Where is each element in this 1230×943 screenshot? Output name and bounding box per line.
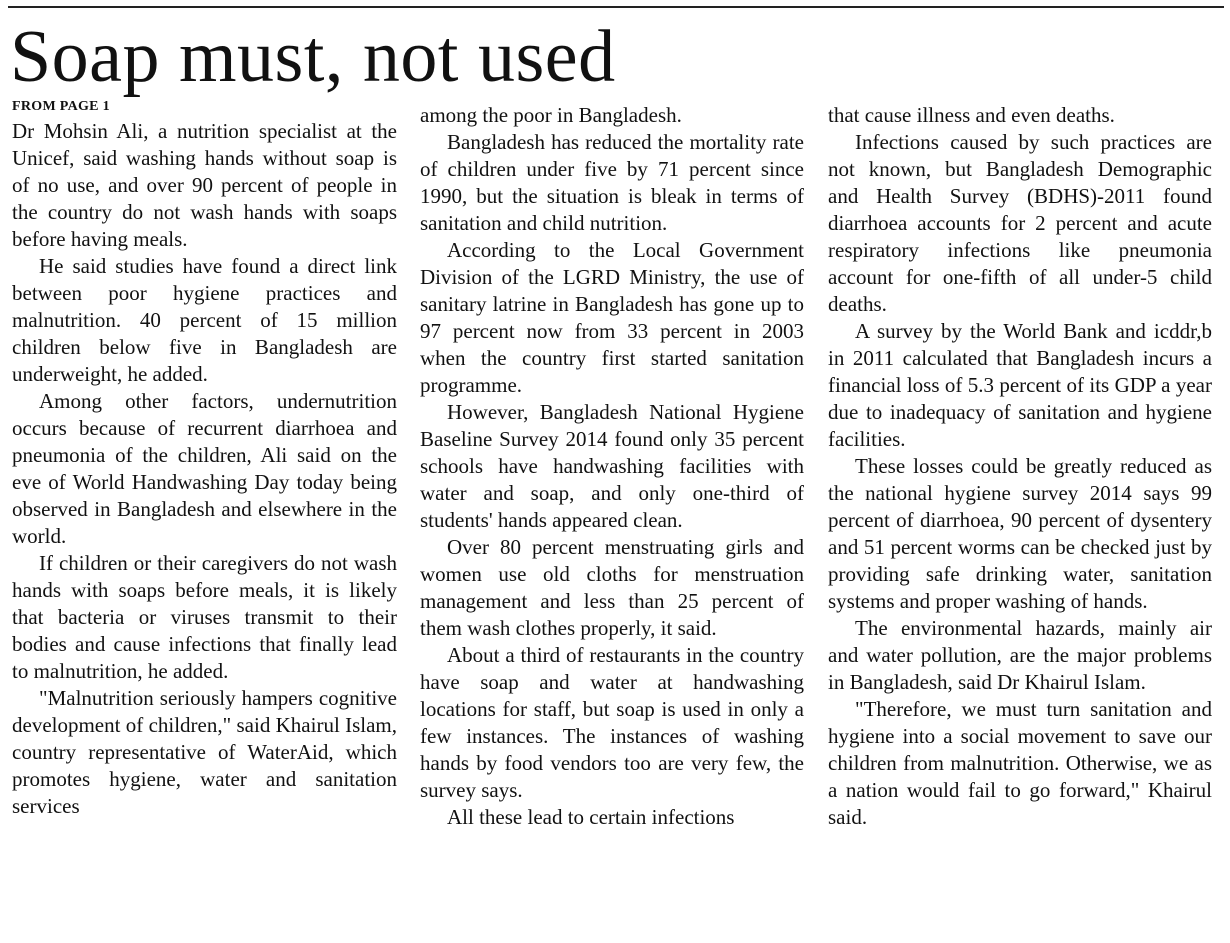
paragraph: The environmental hazards, mainly air and water pollution, are the major problems in Bangladesh, said Dr Khairul Islam.	[828, 616, 1212, 694]
paragraph: All these lead to certain infections	[447, 805, 735, 829]
dateline: FROM PAGE 1	[12, 99, 110, 114]
paragraph: "Malnutrition seriously hampers cognitive development of children," said Khairul Islam, country representative of WaterAid, which promotes hygiene, water and sanitation services	[12, 686, 397, 818]
paragraph: A survey by the World Bank and icddr,b in 2011 calculated that Bangladesh incurs a financial loss of 5.3 percent of its GDP a year due to inadequacy of sanitation and hygiene facilities.	[828, 319, 1212, 451]
paragraph: "Therefore, we must turn sanitation and hygiene into a social movement to save our children from malnutrition. Otherwise, we as a nation would fail to go forward," Khairul said.	[828, 697, 1212, 829]
paragraph: Among other factors, undernutrition occurs because of recurrent diarrhoea and pneumonia of the children, Ali said on the eve of World Handwashing Day today being observed in Bangladesh and elsewhere in the world.	[12, 389, 397, 548]
paragraph: among the poor in Bangladesh.	[420, 103, 682, 127]
paragraph: About a third of restaurants in the country have soap and water at handwashing locations for staff, but soap is used in only a few instances. The instances of washing hands by food vendors too are very few, the survey says.	[420, 643, 804, 802]
paragraph: However, Bangladesh National Hygiene Baseline Survey 2014 found only 35 percent schools have handwashing facilities with water and soap, and only one-third of students' hands appeared clean.	[420, 400, 804, 532]
paragraph: Bangladesh has reduced the mortality rate of children under five by 71 percent since 1990, but the situation is bleak in terms of sanitation and child nutrition.	[420, 130, 804, 235]
paragraph: Dr Mohsin Ali, a nutrition specialist at the Unicef, said washing hands without soap is of no use, and over 90 percent of people in the country do not wash hands with soaps before having meals.	[12, 119, 397, 251]
column-1	[12, 98, 397, 820]
column-3	[828, 98, 1212, 831]
paragraph: If children or their caregivers do not wash hands with soaps before meals, it is likely that bacteria or viruses transmit to their bodies and cause infections that finally lead to malnutrition, he added.	[12, 551, 397, 683]
top-rule	[8, 6, 1224, 8]
column-2	[420, 98, 804, 831]
paragraph: These losses could be greatly reduced as the national hygiene survey 2014 says 99 percent of diarrhoea, 90 percent of dysentery and 51 percent worms can be checked just by providing safe drinking water, sanitation systems and proper washing of hands.	[828, 454, 1212, 613]
paragraph: that cause illness and even deaths.	[828, 103, 1115, 127]
paragraph: He said studies have found a direct link between poor hygiene practices and malnutrition. 40 percent of 15 million children below five in Bangladesh are underweight, he added.	[12, 254, 397, 386]
paragraph: According to the Local Government Division of the LGRD Ministry, the use of sanitary latrine in Bangladesh has gone up to 97 percent now from 33 percent in 2003 when the country first started sanitation programme.	[420, 238, 804, 397]
paragraph: Infections caused by such practices are not known, but Bangladesh Demographic and Health Survey (BDHS)-2011 found diarrhoea accounts for 2 percent and acute respiratory infections like pneumonia account for one-fifth of all under-5 child deaths.	[828, 130, 1212, 316]
headline: Soap must, not used	[10, 16, 616, 98]
paragraph: Over 80 percent menstruating girls and women use old cloths for menstruation management and less than 25 percent of them wash clothes properly, it said.	[420, 535, 804, 640]
